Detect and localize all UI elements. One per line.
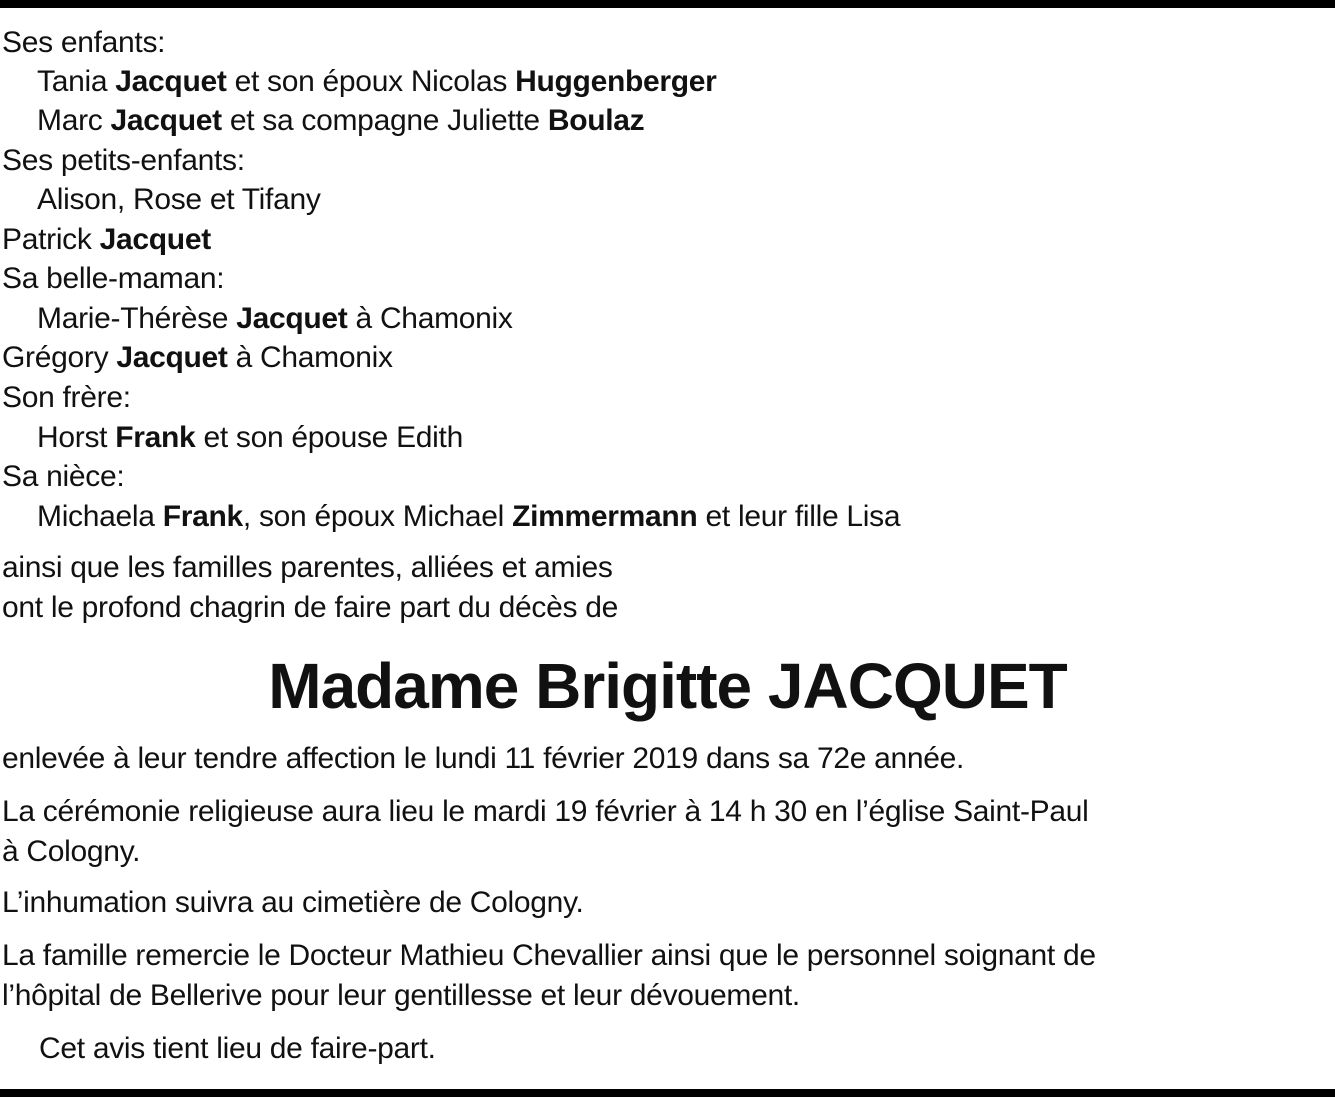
ceremony-line-1: La cérémonie religieuse aura lieu le mardi 19 février à 14 h 30 en l’église Saint-Paul: [2, 795, 1089, 828]
burial-details: L’inhumation suivra au cimetière de Cologny.: [2, 886, 584, 919]
surname: Frank: [162, 500, 243, 533]
partner-surname: Huggenberger: [515, 65, 717, 98]
first-name: Marie-Thérèse: [37, 302, 237, 335]
surname: Frank: [115, 421, 196, 454]
grandchildren-heading: Ses petits-enfants:: [2, 144, 245, 177]
location-text: à Chamonix: [227, 341, 393, 374]
relation-text-tail: et leur fille Lisa: [697, 500, 901, 533]
mother-in-law-line: [37, 302, 513, 336]
surname: Jacquet: [115, 65, 227, 98]
brother-line: [37, 421, 463, 455]
first-name: Marc: [37, 104, 111, 137]
child-line-tania: [37, 65, 717, 99]
surname: Jacquet: [236, 302, 348, 335]
surname: Jacquet: [110, 104, 222, 137]
bottom-border-rule: [0, 1089, 1335, 1097]
gregory-line: [2, 341, 393, 375]
grandchildren-names: Alison, Rose et Tifany: [37, 183, 321, 216]
niece-line: [37, 500, 900, 534]
relation-text: et son époux Nicolas: [226, 65, 516, 98]
surname: Jacquet: [116, 341, 228, 374]
notice-note: Cet avis tient lieu de faire-part.: [39, 1032, 436, 1065]
first-name: Horst: [37, 421, 116, 454]
relation-text: et son épouse Edith: [195, 421, 463, 454]
first-name: Grégory: [2, 341, 117, 374]
location-text: à Chamonix: [347, 302, 513, 335]
deceased-name-heading: Madame Brigitte JACQUET: [268, 650, 1067, 722]
relation-text: , son époux Michael: [242, 500, 513, 533]
thanks-line-1: La famille remercie le Docteur Mathieu Chevallier ainsi que le personnel soignant de: [2, 939, 1096, 972]
first-name: Michaela: [37, 500, 163, 533]
children-heading: Ses enfants:: [2, 26, 166, 59]
announcement-line-2: ont le profond chagrin de faire part du décès de: [2, 591, 619, 624]
top-border-rule: [0, 0, 1335, 8]
surname: Jacquet: [99, 223, 211, 256]
patrick-line: [2, 223, 211, 257]
thanks-line-2: l’hôpital de Bellerive pour leur gentillesse et leur dévouement.: [2, 979, 800, 1012]
mother-in-law-heading: Sa belle-maman:: [2, 262, 225, 295]
first-name: Patrick: [2, 223, 100, 256]
partner-surname: Boulaz: [547, 104, 645, 137]
announcement-line-1: ainsi que les familles parentes, alliées et amies: [2, 551, 613, 584]
partner-surname: Zimmermann: [512, 500, 698, 533]
relation-text: et sa compagne Juliette: [221, 104, 548, 137]
death-details: enlevée à leur tendre affection le lundi 11 février 2019 dans sa 72e année.: [2, 742, 965, 775]
first-name: Tania: [37, 65, 116, 98]
ceremony-line-2: à Cologny.: [2, 835, 141, 868]
brother-heading: Son frère:: [2, 381, 131, 414]
niece-heading: Sa nièce:: [2, 460, 125, 493]
child-line-marc: [37, 104, 644, 138]
